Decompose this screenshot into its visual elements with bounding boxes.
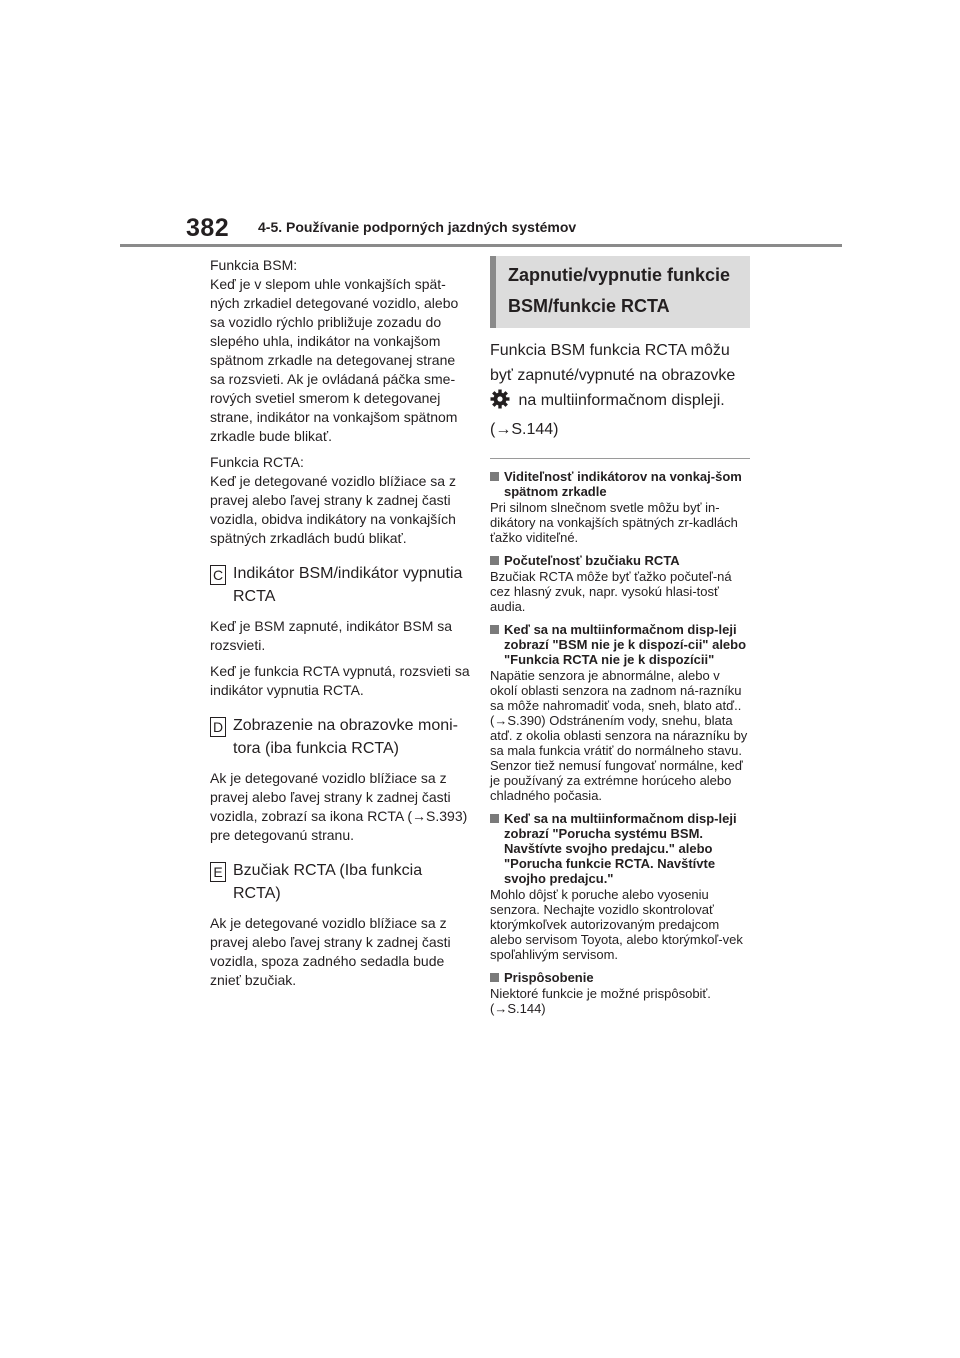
paragraph: Ak je detegované vozidlo blížiace sa z pravej alebo ľavej strany k zadnej časti vozidla, spoza zadného sedadla bude znieť bzučiak. <box>210 915 451 988</box>
note-heading <box>490 622 750 667</box>
subsection-e-heading <box>210 859 470 905</box>
square-bullet-icon <box>490 625 499 634</box>
paragraph <box>210 256 470 446</box>
bsm-text: Keď je v slepom uhle vonkajších spät-ných zrkadiel detegované vozidlo, alebo sa vozidlo rýchlo približuje zozadu do slepého uhla, indikátor na vonkajšom spätnom zrkadle na detegovanej strane sa rozsvieti. Ak je ovládaná páčka sme-rových svetiel smerom k detegovanej strane, indikátor na vonkajšom spätnom zrkadle bude blikať. <box>210 276 459 444</box>
subsection-e-title: Bzučiak RCTA (Iba funkcia RCTA) <box>233 862 423 902</box>
lead-text-b: na multiinformačnom displeji. (→S.144) <box>490 392 725 438</box>
lead-paragraph <box>490 338 750 442</box>
note-heading <box>490 553 750 568</box>
subsection-d-title: Zobrazenie na obrazovke moni-tora (iba funkcia RCTA) <box>233 717 459 757</box>
note-heading <box>490 469 750 499</box>
lead-text-a: Funkcia BSM funkcia RCTA môžu byť zapnuté/vypnuté na obrazovke <box>490 342 736 384</box>
note-title: Keď sa na multiinformačnom disp-leji zobrazí "Porucha systému BSM. Navštívte svojho predajcu." alebo "Porucha funkcie RCTA. Navštívte svojho predajcu." <box>504 811 737 886</box>
letter-badge-e: E <box>210 862 226 882</box>
letter-badge-c: C <box>210 565 226 585</box>
letter-badge-d: D <box>210 717 226 737</box>
note-title: Prispôsobenie <box>504 970 594 985</box>
subsection-c-heading <box>210 562 470 608</box>
square-bullet-icon <box>490 973 499 982</box>
note-heading <box>490 811 750 886</box>
paragraph: Ak je detegované vozidlo blížiace sa z pravej alebo ľavej strany k zadnej časti vozidla, zobrazí sa ikona RCTA (→S.393) pre detegovanú stranu. <box>210 770 468 843</box>
paragraph: Keď je funkcia RCTA vypnutá, rozsvieti sa indikátor vypnutia RCTA. <box>210 663 470 698</box>
note-body: Napätie senzora je abnormálne, alebo v okolí oblasti senzora na zadnom ná-razníku sa môže nahromadiť voda, sneh, blato atď.. (→S.390) Odstránením vody, snehu, blata atď. z okolia oblasti senzora na nárazníku by sa mala funkcia vrátiť do normálneho stavu. Senzor tiež nemusí fungovať normálne, keď je používaný za extrémne horúceho alebo chladného počasia. <box>490 668 748 803</box>
note-title: Počuteľnosť bzučiaku RCTA <box>504 553 680 568</box>
note-body: Mohlo dôjsť k poruche alebo vyoseniu senzora. Nechajte vozidlo skontrolovať ktorýmkoľvek autorizovaným predajcom alebo servisom Toyota, alebo ktorýmkoľ-vek spoľahlivým servisom. <box>490 887 743 962</box>
box-heading: Zapnutie/vypnutie funkcie BSM/funkcie RCTA <box>490 256 750 328</box>
bsm-label: Funkcia BSM: <box>210 257 298 273</box>
page-number: 382 <box>186 214 230 242</box>
note-heading <box>490 970 750 985</box>
note-body: Niektoré funkcie je možné prispôsobiť. (→S.144) <box>490 986 711 1016</box>
right-column <box>490 256 750 1024</box>
rcta-text: Keď je detegované vozidlo blížiace sa z pravej alebo ľavej strany k zadnej časti vozidla, obidva indikátory na vonkajších spätných zrkadlách budú blikať. <box>210 473 456 546</box>
header-rule <box>120 244 842 247</box>
subsection-c-title: Indikátor BSM/indikátor vypnutia RCTA <box>233 565 463 605</box>
note-body: Pri silnom slnečnom svetle môžu byť in-dikátory na vonkajších spätných zr-kadlách ťažko viditeľné. <box>490 500 738 545</box>
note-body: Bzučiak RCTA môže byť ťažko počuteľ-ná cez hlasný zvuk, napr. vysokú hlasi-tosť audia. <box>490 569 732 614</box>
subsection-d-heading <box>210 714 470 760</box>
square-bullet-icon <box>490 814 499 823</box>
note-title: Viditeľnosť indikátorov na vonkaj-šom spätnom zrkadle <box>504 469 742 499</box>
paragraph: Keď je BSM zapnuté, indikátor BSM sa rozsvieti. <box>210 618 453 653</box>
divider <box>490 458 750 459</box>
note-title: Keď sa na multiinformačnom disp-leji zobrazí "BSM nie je k dispozí-cii" alebo "Funkcia RCTA nie je k dispozícii" <box>504 622 747 667</box>
rcta-label: Funkcia RCTA: <box>210 454 304 470</box>
paragraph <box>210 453 470 548</box>
square-bullet-icon <box>490 556 499 565</box>
section-title: 4-5. Používanie podporných jazdných systémov <box>258 219 577 235</box>
square-bullet-icon <box>490 472 499 481</box>
gear-icon <box>490 389 510 417</box>
left-column <box>210 256 470 997</box>
